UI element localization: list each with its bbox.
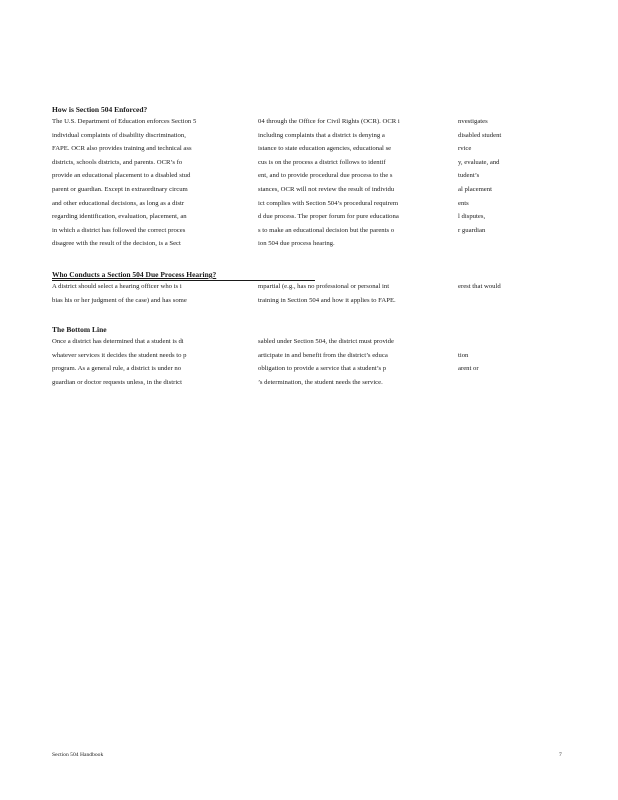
text-fragment: Once a district has determined that a student is di	[52, 338, 184, 345]
section-enforcement	[52, 105, 572, 251]
text-fragment: ent, and to provide procedural due process to the s	[258, 172, 393, 180]
text-line	[52, 376, 572, 390]
text-fragment: rvice	[458, 145, 472, 153]
text-fragment: in which a district has followed the correct proces	[52, 226, 186, 234]
text-line	[52, 280, 572, 294]
text-fragment: disabled student	[458, 131, 502, 139]
section-bottom-line	[52, 325, 572, 389]
text-fragment: guardian or doctor requests unless, in the district	[52, 378, 183, 386]
section-heading: How is Section 504 Enforced?	[52, 105, 148, 114]
text-line	[52, 362, 572, 376]
text-fragment: erest that would	[458, 283, 501, 290]
text-line	[52, 169, 572, 183]
text-fragment: and other educational decisions, as long as a distr	[52, 199, 185, 207]
text-line	[52, 224, 572, 238]
page-number: 7	[559, 752, 562, 758]
text-fragment: stances, OCR will not review the result of individu	[258, 185, 395, 193]
heading-rule	[52, 280, 315, 281]
text-fragment: ion 504 due process hearing.	[258, 240, 335, 248]
text-line	[52, 210, 572, 224]
text-fragment: A district should select a hearing officer who is i	[52, 283, 182, 290]
text-line	[52, 197, 572, 211]
text-line	[52, 335, 572, 349]
text-fragment: nvestigates	[458, 118, 488, 125]
text-line	[52, 115, 572, 129]
text-fragment: provide an educational placement to a disabled stud	[52, 172, 191, 180]
text-fragment: ents	[458, 199, 469, 207]
text-fragment: mpartial (e.g., has no professional or personal int	[258, 283, 390, 290]
text-fragment: program. As a general rule, a district is under no	[52, 365, 182, 373]
text-line	[52, 129, 572, 143]
text-fragment: al placement	[458, 185, 492, 193]
text-fragment: articipate in and benefit from the district’s educa	[258, 351, 388, 359]
text-line	[52, 183, 572, 197]
text-fragment: cus is on the process a district follows to identif	[258, 158, 386, 166]
text-fragment: ’s determination, the student needs the service.	[258, 378, 383, 386]
text-fragment: disagree with the result of the decision, is a Sect	[52, 240, 181, 248]
text-fragment: obligation to provide a service that a student’s p	[258, 365, 387, 373]
text-fragment: The U.S. Department of Education enforces Section 5	[52, 118, 197, 125]
footer-title: Section 504 Handbook	[52, 752, 104, 758]
text-fragment: parent or guardian. Except in extraordinary circum	[52, 185, 188, 193]
section-hearing	[52, 270, 572, 307]
text-fragment: l disputes,	[458, 213, 486, 221]
text-fragment: tudent’s	[458, 172, 480, 180]
text-line	[52, 237, 572, 251]
text-line	[52, 156, 572, 170]
text-fragment: FAPE. OCR also provides training and technical ass	[52, 145, 192, 153]
text-fragment: d due process. The proper forum for pure educationa	[258, 213, 399, 221]
section-body	[52, 335, 572, 389]
text-fragment: whatever services it decides the student needs to p	[52, 351, 187, 359]
text-fragment: sabled under Section 504, the district must provide	[258, 338, 394, 345]
text-fragment: 04 through the Office for Civil Rights (OCR). OCR i	[258, 118, 400, 125]
section-heading: The Bottom Line	[52, 325, 107, 334]
text-fragment: r guardian	[458, 226, 486, 234]
text-fragment: districts, schools districts, and parents. OCR’s fo	[52, 158, 183, 166]
section-body	[52, 115, 572, 251]
text-line	[52, 294, 572, 308]
section-body	[52, 280, 572, 307]
text-fragment: y, evaluate, and	[458, 158, 500, 166]
text-fragment: arent or	[458, 365, 479, 373]
section-heading: Who Conducts a Section 504 Due Process Hearing?	[52, 270, 217, 279]
text-line	[52, 349, 572, 363]
text-fragment: ict complies with Section 504’s procedural requirem	[258, 199, 399, 207]
text-line	[52, 142, 572, 156]
text-fragment: including complaints that a district is denying a	[258, 131, 385, 139]
text-fragment: regarding identification, evaluation, placement, an	[52, 213, 187, 221]
text-fragment: training in Section 504 and how it applies to FAPE.	[258, 296, 396, 304]
text-fragment: bias his or her judgment of the case) and has some	[52, 296, 187, 304]
text-fragment: s to make an educational decision but the parents o	[258, 226, 395, 234]
text-fragment: individual complaints of disability discrimination,	[52, 131, 186, 139]
text-fragment: tion	[458, 351, 469, 359]
text-fragment: istance to state education agencies, educational se	[258, 145, 392, 153]
